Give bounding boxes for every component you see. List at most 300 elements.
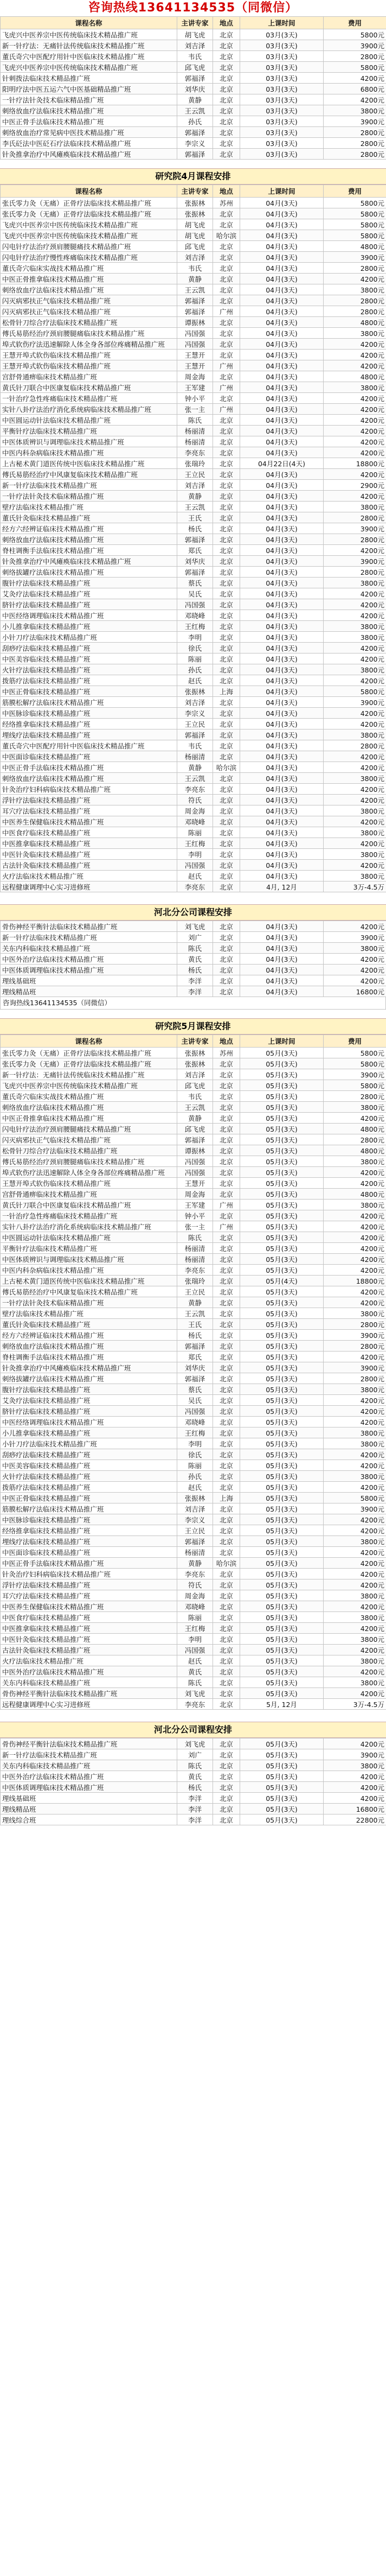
course-name-cell: 腹针疗法临床技术精品推广班 [1, 578, 177, 588]
location-cell: 北京 [213, 697, 240, 708]
location-cell: 北京 [213, 116, 240, 127]
fee-cell: 4200元 [324, 426, 386, 436]
expert-cell: 郭福泽 [177, 1373, 213, 1384]
course-name-cell: 针灸治疗妇科病临床技术精品推广班 [1, 784, 177, 795]
location-cell: 广州 [213, 1221, 240, 1232]
expert-cell: 刘华庆 [177, 556, 213, 567]
location-cell: 广州 [213, 382, 240, 393]
time-cell: 04月(3天) [240, 198, 324, 208]
table-row [1, 1793, 386, 1804]
course-name-cell: 浮针疗法临床技术精品推广班 [1, 795, 177, 805]
course-name-cell: 壁疗法临床技术精品推广班 [1, 1308, 177, 1319]
expert-cell: 张振林 [177, 208, 213, 219]
fee-cell: 4200元 [324, 1482, 386, 1493]
fee-cell: 3800元 [324, 1760, 386, 1771]
table-row [1, 230, 386, 241]
location-cell: 北京 [213, 1276, 240, 1286]
fee-cell: 4200元 [324, 469, 386, 480]
location-cell: 北京 [213, 1814, 240, 1825]
expert-cell: 王氏 [177, 1319, 213, 1330]
location-cell: 广州 [213, 1200, 240, 1210]
fee-cell: 2800元 [324, 567, 386, 578]
table-row [1, 751, 386, 762]
expert-cell: 刘吉泽 [177, 1503, 213, 1514]
time-cell: 03月(3天) [240, 105, 324, 116]
course-name-cell: 新一针疗法临床技术精品推广班 [1, 932, 177, 943]
expert-cell: 陈氏 [177, 415, 213, 426]
table-row [1, 621, 386, 632]
expert-cell: 李亮东 [177, 881, 213, 892]
time-cell: 05月(3天) [240, 1645, 324, 1655]
fee-cell: 4200元 [324, 274, 386, 284]
fee-cell: 3800元 [324, 943, 386, 954]
time-cell: 04月(3天) [240, 729, 324, 740]
table-row [1, 1558, 386, 1569]
table-row [1, 1449, 386, 1460]
time-cell: 04月(3天) [240, 773, 324, 784]
expert-cell: 王红梅 [177, 1427, 213, 1438]
expert-cell: 杨丽清 [177, 1547, 213, 1558]
fee-cell: 2800元 [324, 51, 386, 62]
location-cell: 北京 [213, 339, 240, 350]
expert-cell: 王立民 [177, 719, 213, 729]
fee-cell: 4200元 [324, 1352, 386, 1362]
expert-cell: 孙氏 [177, 1471, 213, 1482]
time-cell: 04月(3天) [240, 447, 324, 458]
expert-cell: 杨氏 [177, 1782, 213, 1793]
fee-cell: 3800元 [324, 1384, 386, 1395]
time-cell: 04月(3天) [240, 274, 324, 284]
location-cell: 北京 [213, 643, 240, 653]
time-cell: 04月(3天) [240, 838, 324, 849]
table-row [1, 1634, 386, 1645]
expert-cell: 刘飞虎 [177, 1688, 213, 1699]
time-cell: 05月(3天) [240, 1417, 324, 1427]
fee-cell: 2800元 [324, 740, 386, 751]
time-cell: 05月(3天) [240, 1655, 324, 1666]
time-cell: 05月(3天) [240, 1536, 324, 1547]
time-cell: 04月(3天) [240, 371, 324, 382]
section-gap [0, 160, 386, 168]
expert-cell: 王云凯 [177, 105, 213, 116]
time-cell: 05月(3天) [240, 1113, 324, 1124]
table-row [1, 1536, 386, 1547]
table-row [1, 1493, 386, 1503]
fee-cell: 3800元 [324, 729, 386, 740]
time-cell: 04月(3天) [240, 827, 324, 838]
time-cell: 4月, 12月 [240, 881, 324, 892]
time-cell: 05月(3天) [240, 1612, 324, 1623]
fee-cell: 5800元 [324, 1048, 386, 1058]
time-cell: 05月(3天) [240, 1793, 324, 1804]
course-name-cell: 理线基础班 [1, 1793, 177, 1804]
time-cell: 05月(3天) [240, 1666, 324, 1677]
table-row [1, 1286, 386, 1297]
expert-cell: 李洋 [177, 1793, 213, 1804]
fee-cell: 2800元 [324, 127, 386, 138]
fee-cell: 3800元 [324, 1308, 386, 1319]
fee-cell: 3800元 [324, 1612, 386, 1623]
location-cell: 北京 [213, 1091, 240, 1102]
table-row [1, 1091, 386, 1102]
course-table [0, 921, 386, 997]
table-row [1, 697, 386, 708]
table-row [1, 40, 386, 51]
table-row [1, 274, 386, 284]
time-cell: 04月(3天) [240, 610, 324, 621]
table-row [1, 556, 386, 567]
course-name-cell: 理线精品班 [1, 1804, 177, 1814]
table-row [1, 932, 386, 943]
fee-cell: 3900元 [324, 116, 386, 127]
table-row [1, 436, 386, 447]
location-cell: 北京 [213, 1460, 240, 1471]
section-title: 河北分公司课程安排 [0, 1722, 386, 1738]
course-name-cell: 中医外治疗法临床技术精品推广班 [1, 954, 177, 965]
course-name-cell: 古法针灸临床技术精品推广班 [1, 1645, 177, 1655]
location-cell: 北京 [213, 816, 240, 827]
location-cell: 北京 [213, 1286, 240, 1297]
expert-cell: 胡飞虎 [177, 219, 213, 230]
location-cell: 北京 [213, 784, 240, 795]
expert-cell: 胡飞虎 [177, 230, 213, 241]
fee-cell: 4800元 [324, 1145, 386, 1156]
fee-cell: 5800元 [324, 62, 386, 73]
fee-cell: 2800元 [324, 306, 386, 317]
course-name-cell: 浮针疗法临床技术精品推广班 [1, 1579, 177, 1590]
fee-cell: 4200元 [324, 1569, 386, 1579]
course-section [0, 16, 386, 160]
expert-cell: 李明 [177, 632, 213, 643]
expert-cell: 符氏 [177, 1579, 213, 1590]
course-name-cell: 火针疗法临床技术精品推广班 [1, 664, 177, 675]
fee-cell: 4200元 [324, 73, 386, 84]
expert-cell: 冯国强 [177, 1645, 213, 1655]
table-row [1, 1167, 386, 1178]
expert-cell: 韦氏 [177, 51, 213, 62]
time-cell: 04月(3天) [240, 697, 324, 708]
course-name-cell: 实针八卦疗法治疗消化系统病临床技术精品推广班 [1, 1221, 177, 1232]
expert-cell: 冯国强 [177, 328, 213, 339]
fee-cell: 5800元 [324, 686, 386, 697]
fee-cell: 4200元 [324, 1113, 386, 1124]
course-name-cell: 中医正骨手法临床技术精品推广班 [1, 116, 177, 127]
course-name-cell: 小儿推拿临床技术精品推广班 [1, 1427, 177, 1438]
location-cell: 北京 [213, 1449, 240, 1460]
expert-cell: 郭福泽 [177, 567, 213, 578]
course-name-cell: 宫舒骨通痹临床技术精品推广班 [1, 1189, 177, 1200]
time-cell: 04月(3天) [240, 599, 324, 610]
time-cell: 04月(3天) [240, 588, 324, 599]
fee-cell: 2800元 [324, 1319, 386, 1330]
expert-cell: 杨氏 [177, 1330, 213, 1341]
table-row [1, 317, 386, 328]
location-cell: 北京 [213, 523, 240, 534]
fee-cell: 6800元 [324, 84, 386, 94]
location-cell: 北京 [213, 1579, 240, 1590]
expert-cell: 刘吉泽 [177, 1069, 213, 1080]
location-cell: 北京 [213, 1406, 240, 1417]
table-row [1, 447, 386, 458]
location-cell: 北京 [213, 1145, 240, 1156]
expert-cell: 蔡氏 [177, 1384, 213, 1395]
expert-cell: 陈氏 [177, 1232, 213, 1243]
fee-cell: 3900元 [324, 556, 386, 567]
time-cell: 04月(3天) [240, 578, 324, 588]
expert-cell: 徐氏 [177, 1449, 213, 1460]
fee-cell: 4200元 [324, 1739, 386, 1749]
table-row [1, 1471, 386, 1482]
course-name-cell: 关东内科临床技术精品推广班 [1, 943, 177, 954]
fee-cell: 4200元 [324, 393, 386, 404]
course-name-cell: 董氏针灸临床技术精品推广班 [1, 512, 177, 523]
table-row [1, 127, 386, 138]
table-header-row [1, 1035, 386, 1048]
table-row [1, 1623, 386, 1634]
location-cell: 北京 [213, 1080, 240, 1091]
table-row [1, 1265, 386, 1276]
time-cell: 04月(3天) [240, 502, 324, 512]
course-name-cell: 飞虎兴中医养宗中医传统临床技术精品推广班 [1, 29, 177, 40]
course-name-cell: 耳穴疗法临床技术精品推广班 [1, 1590, 177, 1601]
expert-cell: 邱飞虎 [177, 241, 213, 252]
header-time: 上课时间 [240, 185, 324, 198]
table-row [1, 295, 386, 306]
header-fee: 费用 [324, 185, 386, 198]
course-name-cell: 刺络放血疗法临床技术精品推广班 [1, 534, 177, 545]
expert-cell: 周金海 [177, 371, 213, 382]
time-cell: 04月(3天) [240, 295, 324, 306]
fee-cell: 4200元 [324, 708, 386, 719]
time-cell: 04月(3天) [240, 621, 324, 632]
time-cell: 05月(3天) [240, 1749, 324, 1760]
table-row [1, 1547, 386, 1558]
fee-cell: 4200元 [324, 1688, 386, 1699]
table-row [1, 1308, 386, 1319]
table-row [1, 1645, 386, 1655]
course-name-cell: 新一针疗法：无痛针法传统临床技术精品推广班 [1, 40, 177, 51]
fee-cell: 4200元 [324, 1771, 386, 1782]
expert-cell: 韦氏 [177, 263, 213, 274]
section-title: 研究院4月课程安排 [0, 168, 386, 185]
time-cell: 04月(3天) [240, 860, 324, 871]
location-cell: 北京 [213, 921, 240, 932]
expert-cell: 蔡氏 [177, 578, 213, 588]
table-row [1, 284, 386, 295]
fee-cell: 4200元 [324, 1525, 386, 1536]
expert-cell: 王军建 [177, 1200, 213, 1210]
time-cell: 04月(3天) [240, 740, 324, 751]
location-cell: 北京 [213, 664, 240, 675]
expert-cell: 邓晓峰 [177, 1601, 213, 1612]
header-expert: 主讲专家 [177, 1035, 213, 1048]
course-name-cell: 新一针疗法：无痛针法传统临床技术精品推广班 [1, 1069, 177, 1080]
time-cell: 05月(3天) [240, 1449, 324, 1460]
fee-cell: 3900元 [324, 697, 386, 708]
course-name-cell: 火疗法临床技术精品推广班 [1, 1655, 177, 1666]
location-cell: 北京 [213, 1319, 240, 1330]
location-cell: 北京 [213, 480, 240, 491]
fee-cell: 4200元 [324, 1793, 386, 1804]
fee-cell: 3900元 [324, 1503, 386, 1514]
table-row [1, 94, 386, 105]
expert-cell: 王军建 [177, 382, 213, 393]
location-cell: 北京 [213, 1645, 240, 1655]
course-name-cell: 腹针疗法临床技术精品推广班 [1, 1384, 177, 1395]
table-row [1, 599, 386, 610]
fee-cell: 4200元 [324, 1232, 386, 1243]
location-cell: 北京 [213, 1254, 240, 1265]
location-cell: 北京 [213, 1749, 240, 1760]
expert-cell: 郭福泽 [177, 306, 213, 317]
location-cell: 北京 [213, 1438, 240, 1449]
time-cell: 04月(3天) [240, 965, 324, 975]
table-row [1, 719, 386, 729]
fee-cell: 3800元 [324, 578, 386, 588]
fee-cell: 4200元 [324, 1460, 386, 1471]
table-row [1, 29, 386, 40]
time-cell: 05月(3天) [240, 1771, 324, 1782]
time-cell: 05月(3天) [240, 1547, 324, 1558]
expert-cell: 冯国强 [177, 599, 213, 610]
time-cell: 05月(3天) [240, 1590, 324, 1601]
location-cell: 北京 [213, 965, 240, 975]
course-name-cell: 骨伤神经平衡针法临床技术精品推广班 [1, 1688, 177, 1699]
header-course-name: 课程名称 [1, 17, 177, 29]
table-row [1, 762, 386, 773]
table-row [1, 1276, 386, 1286]
course-name-cell: 董氏奇穴临床实战技术精品推广班 [1, 263, 177, 274]
course-name-cell: 中医脉诊临床技术精品推广班 [1, 708, 177, 719]
expert-cell: 刘吉泽 [177, 697, 213, 708]
header-expert: 主讲专家 [177, 17, 213, 29]
table-row [1, 1210, 386, 1221]
course-name-cell: 远程健康调理中心实习进修班 [1, 1699, 177, 1710]
course-name-cell: 经方六经辨证临床技术精品推广班 [1, 1330, 177, 1341]
course-name-cell: 中医内科杂病临床技术精品推广班 [1, 447, 177, 458]
location-cell: 北京 [213, 458, 240, 469]
time-cell: 05月(3天) [240, 1297, 324, 1308]
expert-cell: 黄静 [177, 1113, 213, 1124]
expert-cell: 陈丽 [177, 1612, 213, 1623]
location-cell: 北京 [213, 556, 240, 567]
fee-cell: 4200元 [324, 610, 386, 621]
fee-cell: 4200元 [324, 436, 386, 447]
table-row [1, 838, 386, 849]
time-cell: 05月(3天) [240, 1341, 324, 1352]
course-name-cell: 中医正骨推拿临床技术精品推广班 [1, 1113, 177, 1124]
time-cell: 05月(3天) [240, 1569, 324, 1579]
table-row [1, 1319, 386, 1330]
course-table [0, 1035, 386, 1710]
expert-cell: 王红梅 [177, 621, 213, 632]
expert-cell: 张振林 [177, 1058, 213, 1069]
course-name-cell: 针灸推拿治疗中风瘫痪临床技术精品推广班 [1, 556, 177, 567]
expert-cell: 刘华庆 [177, 1362, 213, 1373]
location-cell: 哈尔滨 [213, 1558, 240, 1569]
location-cell: 北京 [213, 1514, 240, 1525]
location-cell: 北京 [213, 1189, 240, 1200]
location-cell: 北京 [213, 881, 240, 892]
time-cell: 04月(3天) [240, 230, 324, 241]
location-cell: 北京 [213, 447, 240, 458]
course-name-cell: 黄氏针刀联合中医康复临床技术精品推广班 [1, 1200, 177, 1210]
course-name-cell: 小针刀疗法临床技术精品推广班 [1, 1438, 177, 1449]
location-cell: 北京 [213, 40, 240, 51]
course-name-cell: 张氏零力灸（无痛）正骨疗法临床技术精品推广班 [1, 1058, 177, 1069]
expert-cell: 杨丽清 [177, 436, 213, 447]
course-name-cell: 张氏零力灸（无痛）正骨疗法临床技术精品推广班 [1, 198, 177, 208]
course-name-cell: 理线精品班 [1, 986, 177, 997]
expert-cell: 李明 [177, 1438, 213, 1449]
fee-cell: 4200元 [324, 1406, 386, 1417]
location-cell: 北京 [213, 1210, 240, 1221]
expert-cell: 吴氏 [177, 1395, 213, 1406]
time-cell: 05月(3天) [240, 1814, 324, 1825]
expert-cell: 王云凯 [177, 1102, 213, 1113]
location-cell: 北京 [213, 1782, 240, 1793]
course-name-cell: 一针治疗急性疼痛临床技术精品推广班 [1, 393, 177, 404]
fee-cell: 3800元 [324, 805, 386, 816]
time-cell: 05月(3天) [240, 1739, 324, 1749]
table-row [1, 578, 386, 588]
location-cell: 北京 [213, 1547, 240, 1558]
time-cell: 03月(3天) [240, 73, 324, 84]
table-row [1, 849, 386, 860]
fee-cell: 4200元 [324, 1243, 386, 1254]
fee-cell: 3万-4.5万 [324, 1699, 386, 1710]
expert-cell: 王云凯 [177, 502, 213, 512]
table-row [1, 871, 386, 881]
course-name-cell: 刺络放血治疗常见病中医技术精品推广班 [1, 127, 177, 138]
table-row [1, 975, 386, 986]
expert-cell: 孙氏 [177, 664, 213, 675]
expert-cell: 周金海 [177, 1189, 213, 1200]
time-cell: 04月(3天) [240, 664, 324, 675]
time-cell: 04月(3天) [240, 512, 324, 523]
time-cell: 05月(3天) [240, 1330, 324, 1341]
location-cell: 北京 [213, 1793, 240, 1804]
table-row [1, 523, 386, 534]
table-row [1, 860, 386, 871]
table-row [1, 827, 386, 838]
expert-cell: 李洋 [177, 975, 213, 986]
fee-cell: 4200元 [324, 838, 386, 849]
table-row [1, 1395, 386, 1406]
location-cell: 北京 [213, 436, 240, 447]
expert-cell: 李明 [177, 1634, 213, 1645]
section-gap [0, 1710, 386, 1722]
location-cell: 北京 [213, 1655, 240, 1666]
time-cell: 04月(3天) [240, 252, 324, 263]
location-cell: 北京 [213, 1232, 240, 1243]
table-row [1, 740, 386, 751]
time-cell: 05月(3天) [240, 1134, 324, 1145]
location-cell: 北京 [213, 1384, 240, 1395]
location-cell: 北京 [213, 1330, 240, 1341]
time-cell: 05月(3天) [240, 1471, 324, 1482]
course-table [0, 185, 386, 892]
fee-cell: 4200元 [324, 1167, 386, 1178]
table-row [1, 567, 386, 578]
location-cell: 北京 [213, 653, 240, 664]
fee-cell: 5800元 [324, 1058, 386, 1069]
table-row [1, 116, 386, 127]
course-name-cell: 针灸推拿治疗中风瘫痪临床技术精品推广班 [1, 149, 177, 160]
table-row [1, 502, 386, 512]
time-cell: 03月(3天) [240, 51, 324, 62]
header-expert: 主讲专家 [177, 185, 213, 198]
